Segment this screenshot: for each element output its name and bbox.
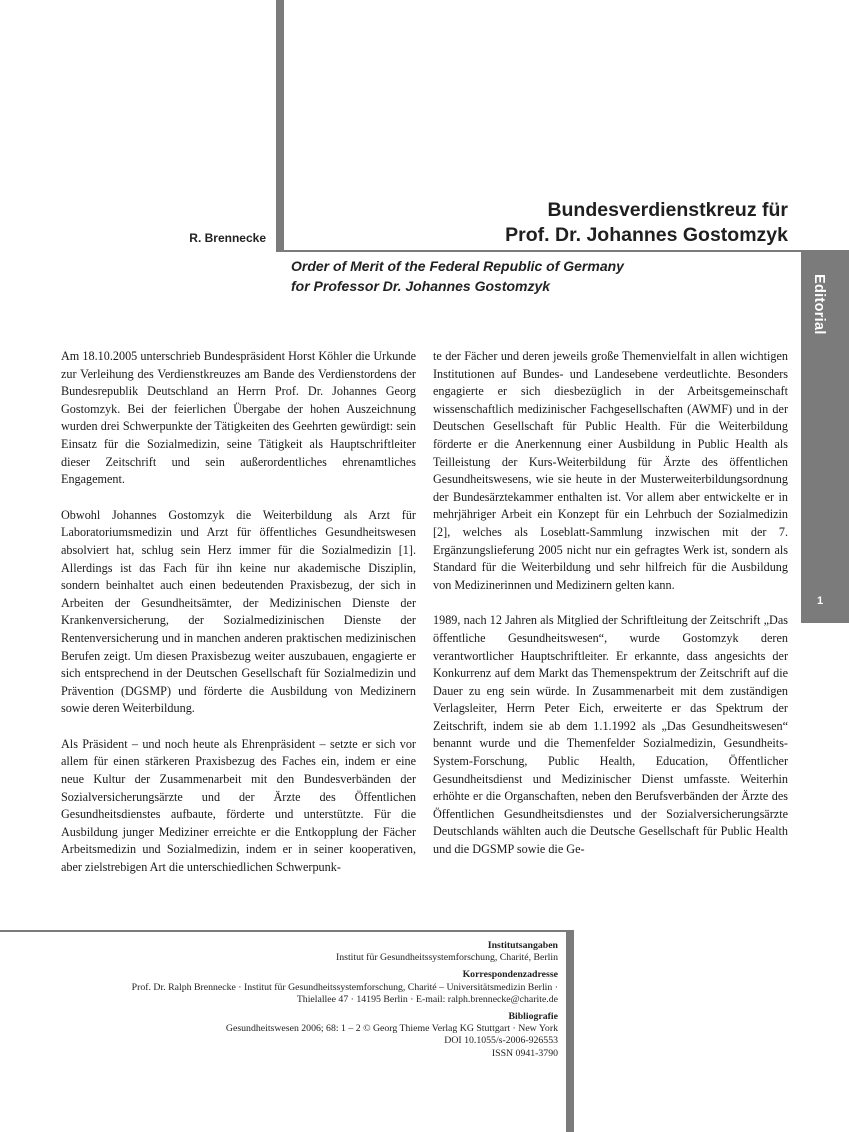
section-tab-label: Editorial (811, 274, 827, 335)
header-horizontal-rule (276, 250, 849, 252)
body-paragraph: te der Fächer und deren jeweils große Themenvielfalt in allen wichtigen Institutionen auf Bundes- und Landesebene verdeutlichte. Besonders engagierte er sich diesbezüglich in der Arbeitsgemeinschaft wissenschaftlich medizinischer Fachgesellschaften (AWMF) und in der Deutschen Gesellschaft für Public Health. Für die Weiterbildung förderte er die Anerkennung einer Ausbildung in Public Health als Teilleistung der Kurs-Weiterbildung für Ärzte des öffentlichen Gesundheitswesens, wie sie heute in der Musterweiterbildungsordnung der Bundesärztekammer enthalten ist. Vor allem aber entwickelte er in mehrjähriger Arbeit ein Konzept für ein Lehrbuch der Sozialmedizin [2], welches als Loseblatt-Sammlung inzwischen mit der 7. Ergänzungslieferung 2005 nicht nur ein gefragtes Werk ist, sondern als Standard für die Weiterbildung und sehr hilfreich für die Ausbildung von Medizinerinnen und Medizinern gelten kann. (433, 349, 788, 592)
bibliography-block (132, 1011, 558, 1060)
body-paragraph: Am 18.10.2005 unterschrieb Bundespräsident Horst Köhler die Urkunde zur Verleihung des Verdienstkreuzes am Bande des Verdienstordens der Bundesrepublik Deutschland an Herrn Prof. Dr. Johannes Georg Gostomzyk. Bei der feierlichen Übergabe der hohen Auszeichnung wurden drei Schwerpunkte der Tätigkeiten des Geehrten gewürdigt: sein Einsatz für die Sozialmedizin, seine Tätigkeit als Hauptschriftleiter dieser Zeitschrift und sein außerordentliches ehrenamtliches Engagement. (61, 349, 416, 487)
institution-block (132, 940, 558, 964)
article-subtitle (291, 256, 624, 296)
title-line-1: Bundesverdienstkreuz für (547, 199, 788, 221)
correspondence-heading: Korrespondenzadresse (462, 969, 558, 981)
title-line-2: Prof. Dr. Johannes Gostomzyk (505, 224, 788, 246)
body-paragraph: Obwohl Johannes Gostomzyk die Weiterbildung als Arzt für Laboratoriumsmedizin und Arzt für öffentliches Gesundheitswesen absolviert hat, schlug sein Herz immer für die Sozialmedizin [1]. Allerdings ist das Fach für ihn keine nur akademische Disziplin, sondern beinhaltet auch einen bedeutenden Praxisbezug, der sich in Arbeiten der Gesundheitsämter, der Medizinischen Dienste der Krankenversicherung, der Sozialmedizinischen Dienste der Rentenversicherung und in manchen anderen praktischen medizinischen Berufen zeigt. Um diesen Praxisbezug weiter auszubauen, engagierte er sich entsprechend in der Deutschen Gesellschaft für Sozialmedizin und Prävention (DGSMP) und förderte die Ausbildung von Medizinern sowie deren Weiterbildung. (61, 507, 416, 716)
institution-text: Institut für Gesundheitssystemforschung, Charité, Berlin (335, 952, 558, 964)
subtitle-line-2: for Professor Dr. Johannes Gostomzyk (291, 278, 551, 294)
body-column-left (61, 348, 416, 895)
correspondence-line: Prof. Dr. Ralph Brennecke · Institut für Gesundheitssystemforschung, Charité – Universitätsmedizin Berlin · (131, 981, 558, 993)
institution-heading: Institutsangaben (487, 940, 558, 951)
bibliography-line: DOI 10.1055/s-2006-926553 (444, 1035, 558, 1047)
page-number: 1 (816, 595, 824, 607)
correspondence-block (132, 969, 558, 1006)
subtitle-line-1: Order of Merit of the Federal Republic of Germany (291, 258, 624, 274)
bibliography-line: ISSN 0941-3790 (491, 1047, 558, 1059)
header-vertical-rule (276, 0, 284, 251)
footer-vertical-rule (566, 930, 574, 1132)
article-title (505, 198, 788, 248)
bibliography-heading: Bibliografie (508, 1011, 558, 1023)
body-paragraph: Als Präsident – und noch heute als Ehrenpräsident – setzte er sich vor allem für einen stärkeren Praxisbezug des Faches ein, indem er eine neue Kultur der Zusammenarbeit mit den Bundesverbänden der Sozialversicherungsärzte und der Ärzte des Öffentlichen Gesundheitsdienstes aufbaute, förderte und unterstützte. Für die Ausbildung junger Mediziner erreichte er die Entkopplung der Fächer Arbeitsmedizin und Sozialmedizin, indem er in seiner kooperativen, aber zielstrebigen Art die unterschiedlichen Schwerpunk- (61, 736, 416, 875)
bibliography-line: Gesundheitswesen 2006; 68: 1 – 2 © Georg Thieme Verlag KG Stuttgart · New York (225, 1023, 558, 1035)
body-column-right (433, 348, 788, 877)
body-paragraph: 1989, nach 12 Jahren als Mitglied der Schriftleitung der Zeitschrift „Das öffentliche Gesundheitswesen“, wurde Gostomzyk deren verantwortlicher Hauptschriftleiter. Er erkannte, dass angesichts der Konkurrenz auf dem Markt das Themenspektrum der Zeitschrift auf die Dauer zu eng sein würde. In Zusammenarbeit mit dem zuständigen Verlagsleiter, Herrn Peter Eich, erweiterte er das Spektrum der Zeitschrift, indem sie ab dem 1.1.1992 als „Das Gesundheitswesen“ benannt wurde und die Themenfelder Sozialmedizin, Gesundheits-System-Forschung, Public Health, Education, Öffentlicher Gesundheitsdienst und Medizinischer Dienst umfasste. Weiterhin erhöhte er die Organschaften, neben den Berufsverbänden der Ärzte des Öffentlichen Gesundheitsdienstes und der Sozialversicherungsärzte Deutschlands wählten auch die Deutsche Gesellschaft für Public Health und die DGSMP sowie die Ge- (433, 613, 788, 857)
correspondence-line: Thielallee 47 · 14195 Berlin · E-mail: ralph.brennecke@charite.de (296, 993, 558, 1005)
author-name: R. Brennecke (189, 231, 266, 245)
article-info-box (132, 940, 558, 1065)
footer-horizontal-rule (0, 930, 574, 932)
